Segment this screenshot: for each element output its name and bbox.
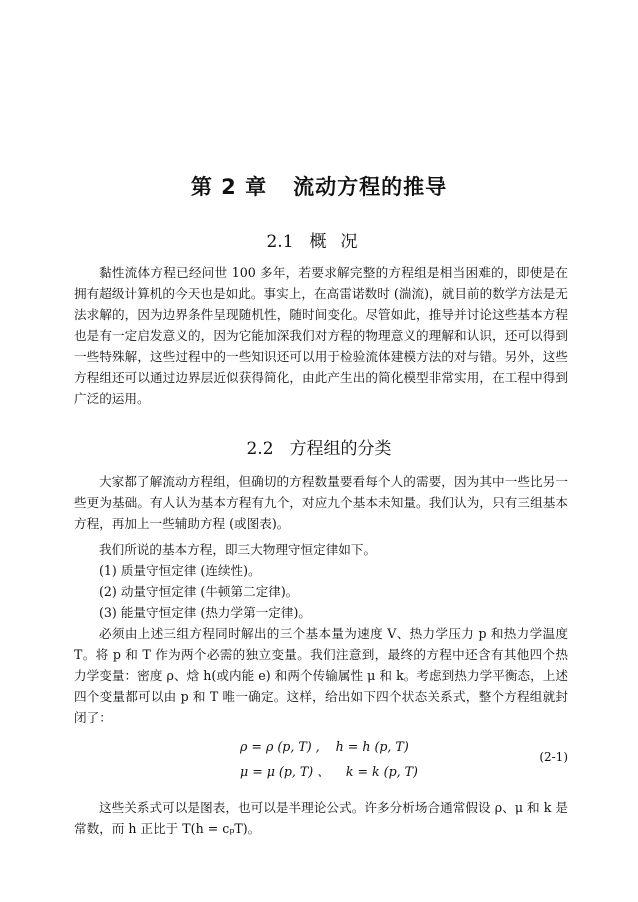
paragraph-classification: 大家都了解流动方程组，但确切的方程数量要看每个人的需要，因为其中一些比另一些更为基础。有人认为基本方程有九个，对应九个基本未知量。我们认为，只有三组基本方程，再加上一些辅助方程 (或图表)。 [74,474,568,531]
equation-viscosity: μ = μ (p, T) 、 [240,764,330,779]
section-title: 概况 [309,232,372,252]
equation-2-1 [74,737,568,781]
equation-number: (2-1) [539,750,568,764]
equation-conductivity: k = k (p, T) [345,764,418,779]
equation-line-2 [240,761,418,780]
chapter-heading [0,171,638,201]
section-heading-2-2 [0,434,638,459]
paragraph-variables: 必须由上述三组方程同时解出的三个基本量为速度 V、热力学压力 p 和热力学温度 T。将 p 和 T 作为两个必需的独立变量。我们注意到，最终的方程中还含有其他四个热力学变量：密度 ρ、焓 h(或内能 e) 和两个传输属性 μ 和 k。考虑到热力学平衡态，上述四个变量都可以由 p 和 T 唯一确定。这样，给出如下四个状态关系式，整个方程组就封闭了： [74,626,568,725]
equation-line-1 [240,739,409,754]
chapter-number: 第 2 章 [190,175,268,199]
paragraph-overview: 黏性流体方程已经问世 100 多年，若要求解完整的方程组是相当困难的，即使是在拥有超级计算机的今天也是如此。事实上，在高雷诺数时 (湍流)，就目前的数学方法是无法求解的，因为边界条件呈现随机性，随时间变化。尽管如此，推导并讨论这些基本方程也是有一定启发意义的，因为它能加深我们对方程的物理意义的理解和认识，还可以得到一些特殊解，这些过程中的一些知识还可以用于检验流体建模方法的对与错。另外，这些方程组还可以通过边界层近似获得简化，由此产生出的简化模型非常实用，在工程中得到广泛的运用。 [74,265,568,406]
section-number: 2.2 [246,439,274,459]
section-heading-2-1 [0,227,638,252]
list-item-momentum: (2) 动量守恒定律 (牛顿第二定律)。 [99,584,299,599]
list-item-mass: (1) 质量守恒定律 (连续性)。 [99,563,261,578]
equation-density: ρ = ρ (p, T) , [240,739,320,754]
section-number: 2.1 [266,232,294,252]
paragraph-conservation-laws: 我们所说的基本方程，即三大物理守恒定律如下。 [99,542,377,557]
equation-enthalpy: h = h (p, T) [335,739,409,754]
list-item-energy: (3) 能量守恒定律 (热力学第一定律)。 [99,605,311,620]
chapter-title: 流动方程的推导 [293,175,448,199]
paragraph-relations: 这些关系式可以是图表，也可以是半理论公式。许多分析场合通常假设 ρ、μ 和 k 是常数，而 h 正比于 T(h = cₚT)。 [74,800,568,836]
section-title: 方程组的分类 [289,439,392,459]
